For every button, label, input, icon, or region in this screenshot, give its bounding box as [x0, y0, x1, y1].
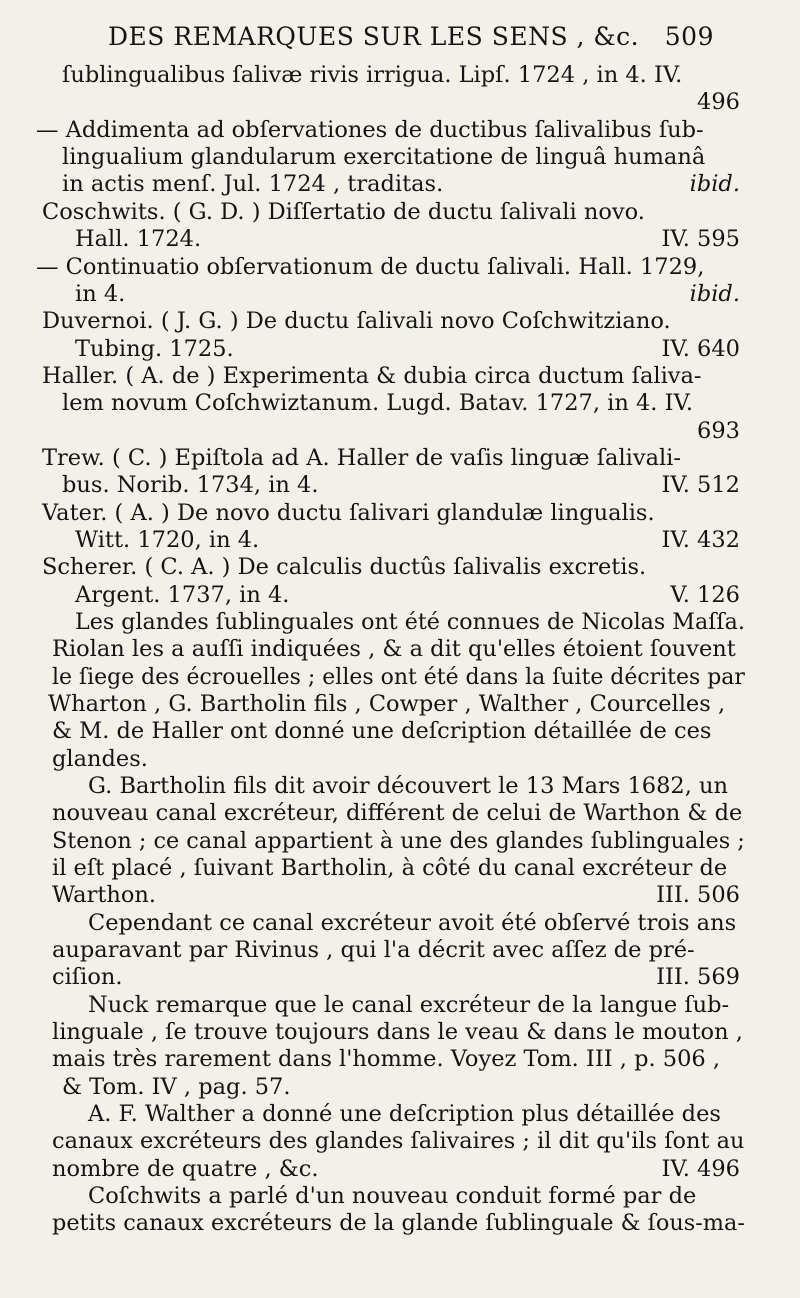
text-line: glandes.: [52, 746, 148, 772]
reference-number: III. 506: [656, 882, 740, 908]
text-line: nouveau canal excréteur, différent de celui de Warthon & de: [52, 800, 743, 826]
running-header: [108, 22, 714, 51]
header-title: DES REMARQUES SUR LES SENS , &c.: [108, 22, 640, 51]
text-line: Trew. ( C. ) Epiſtola ad A. Haller de vaſis linguæ ſalivali-: [42, 445, 681, 471]
reference-number: IV. 512: [661, 472, 740, 498]
text-line: Duvernoi. ( J. G. ) De ductu ſalivali novo Coſchwitziano.: [42, 308, 671, 334]
text-line: linguale , ſe trouve toujours dans le veau & dans le mouton ,: [52, 1019, 743, 1045]
text-line: Wharton , G. Bartholin fils , Cowper , Walther , Courcelles ,: [48, 691, 726, 717]
text-line: — Addimenta ad obſervationes de ductibus ſalivalibus ſub-: [36, 117, 704, 143]
text-line: Warthon.: [52, 882, 157, 908]
text-line: Cependant ce canal excréteur avoit été obſervé trois ans: [88, 910, 737, 936]
text-line: le ſiege des écrouelles ; elles ont été dans la ſuite décrites par: [52, 664, 745, 690]
text-line: bus. Norib. 1734, in 4.: [62, 472, 319, 498]
reference-number: IV. 640: [661, 336, 740, 362]
text-line: lem novum Coſchwiztanum. Lugd. Batav. 1727, in 4. IV.: [62, 390, 693, 416]
text-line: Hall. 1724.: [75, 226, 202, 252]
text-line: Argent. 1737, in 4.: [75, 582, 290, 608]
text-line: Witt. 1720, in 4.: [75, 527, 260, 553]
text-line: & M. de Haller ont donné une deſcription détaillée de ces: [52, 718, 712, 744]
reference-number: ibid.: [689, 281, 740, 307]
text-line: mais très rarement dans l'homme. Voyez Tom. III , p. 506 ,: [52, 1046, 721, 1072]
text-line: in 4.: [75, 281, 126, 307]
text-line: & Tom. IV , pag. 57.: [62, 1074, 291, 1100]
reference-number: 496: [697, 89, 740, 115]
text-line: canaux excréteurs des glandes ſalivaires ; il dit qu'ils ſont au: [52, 1128, 745, 1154]
text-line: in actis menſ. Jul. 1724 , traditas.: [62, 171, 444, 197]
text-line: Vater. ( A. ) De novo ductu ſalivari glandulæ lingualis.: [42, 500, 655, 526]
text-line: A. F. Walther a donné une deſcription plus détaillée des: [88, 1101, 721, 1127]
reference-number: ibid.: [689, 171, 740, 197]
text-line: lingualium glandularum exercitatione de linguâ humanâ: [62, 144, 706, 170]
reference-number: IV. 595: [661, 226, 740, 252]
text-line: Scherer. ( C. A. ) De calculis ductûs ſalivalis excretis.: [42, 554, 647, 580]
reference-number: 693: [697, 418, 740, 444]
text-line: Coschwits. ( G. D. ) Diſſertatio de ductu ſalivali novo.: [42, 199, 645, 225]
text-line: Haller. ( A. de ) Experimenta & dubia circa ductum ſaliva-: [42, 363, 702, 389]
page-number: 509: [664, 22, 714, 51]
text-line: Riolan les a auſſi indiquées , & a dit qu'elles étoient ſouvent: [52, 636, 736, 662]
text-line: G. Bartholin fils dit avoir découvert le 13 Mars 1682, un: [88, 773, 728, 799]
text-line: Tubing. 1725.: [75, 336, 234, 362]
text-line: Stenon ; ce canal appartient à une des glandes ſublinguales ;: [52, 828, 745, 854]
text-line: Coſchwits a parlé d'un nouveau conduit formé par de: [88, 1183, 697, 1209]
text-line: petits canaux excréteurs de la glande ſublinguale & ſous-ma-: [52, 1210, 745, 1236]
text-line: ciſion.: [52, 964, 123, 990]
reference-number: V. 126: [670, 582, 740, 608]
text-line: Les glandes ſublinguales ont été connues de Nicolas Maſſa.: [75, 609, 745, 635]
text-line: auparavant par Rivinus , qui l'a décrit avec aſſez de pré-: [52, 937, 695, 963]
text-line: ſublingualibus ſalivæ rivis irrigua. Lipſ. 1724 , in 4. IV.: [62, 62, 683, 88]
text-line: il eſt placé , ſuivant Bartholin, à côté du canal excréteur de: [52, 855, 728, 881]
reference-number: IV. 432: [661, 527, 740, 553]
text-line: — Continuatio obſervationum de ductu ſalivali. Hall. 1729,: [36, 254, 705, 280]
reference-number: IV. 496: [661, 1156, 740, 1182]
reference-number: III. 569: [656, 964, 740, 990]
text-line: nombre de quatre , &c.: [52, 1156, 319, 1182]
text-line: Nuck remarque que le canal excréteur de la langue ſub-: [88, 992, 730, 1018]
